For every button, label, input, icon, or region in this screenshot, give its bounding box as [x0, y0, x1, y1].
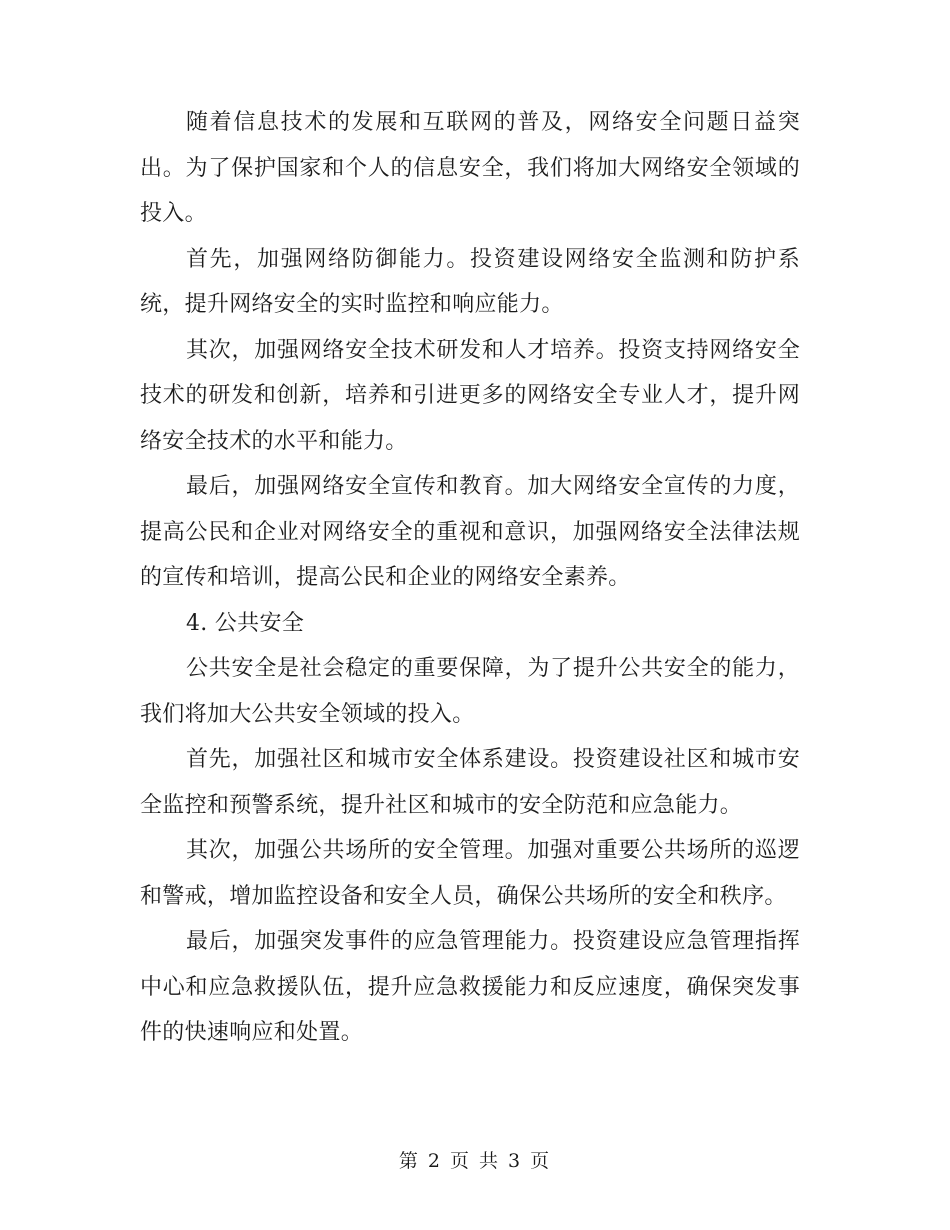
- document-body: [140, 100, 800, 1056]
- page-number-footer: 第 2 页 共 3 页: [398, 1150, 552, 1172]
- paragraph-public-safety-intro: 公共安全是社会稳定的重要保障，为了提升公共安全的能力，我们将加大公共安全领域的投入。: [140, 656, 800, 727]
- paragraph-network-security-intro: 随着信息技术的发展和互联网的普及，网络安全问题日益突出。为了保护国家和个人的信息安全，我们将加大网络安全领域的投入。: [140, 110, 800, 226]
- paragraph-emergency-management: 最后，加强突发事件的应急管理能力。投资建设应急管理指挥中心和应急救援队伍，提升应急救援能力和反应速度，确保突发事件的快速响应和处置。: [140, 929, 800, 1045]
- paragraph-network-research: 其次，加强网络安全技术研发和人才培养。投资支持网络安全技术的研发和创新，培养和引进更多的网络安全专业人才，提升网络安全技术的水平和能力。: [140, 337, 800, 454]
- paragraph-community-safety: 首先，加强社区和城市安全体系建设。投资建设社区和城市安全监控和预警系统，提升社区和城市的安全防范和应急能力。: [140, 747, 800, 818]
- paragraph-network-defense: 首先，加强网络防御能力。投资建设网络安全监测和防护系统，提升网络安全的实时监控和响应能力。: [140, 246, 800, 317]
- paragraph-network-education: 最后，加强网络安全宣传和教育。加大网络安全宣传的力度，提高公民和企业对网络安全的重视和意识，加强网络安全法律法规的宣传和培训，提高公民和企业的网络安全素养。: [140, 474, 800, 590]
- section-heading-public-safety: 4. 公共安全: [186, 610, 305, 636]
- paragraph-public-places: 其次，加强公共场所的安全管理。加强对重要公共场所的巡逻和警戒，增加监控设备和安全人员，确保公共场所的安全和秩序。: [140, 838, 800, 909]
